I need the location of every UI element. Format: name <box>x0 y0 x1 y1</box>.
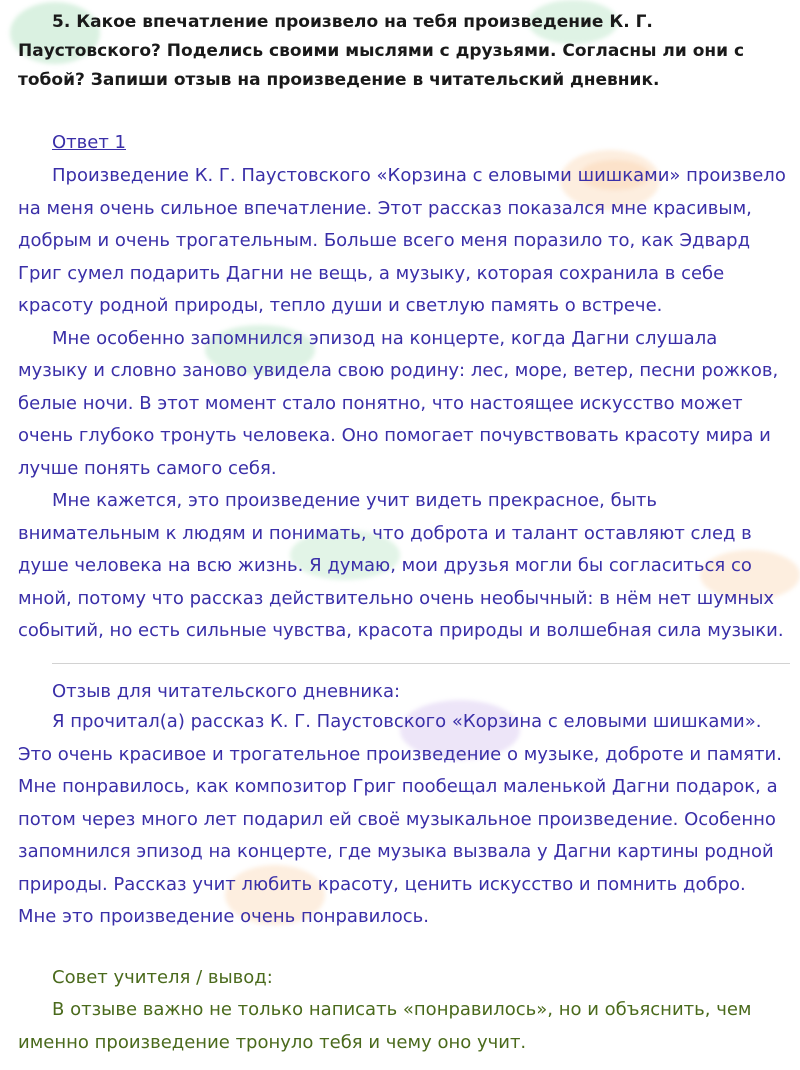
answer-label: Ответ 1 <box>52 132 126 153</box>
answer-body <box>18 160 788 648</box>
advice-label: Совет учителя / вывод: <box>52 967 273 988</box>
divider <box>52 663 790 664</box>
question-block <box>18 8 788 95</box>
question-text: 5. Какое впечатление произвело на тебя произведение К. Г. Паустовского? Поделись своими мыслями с друзьями. Согласны ли они с тобой? Запиши отзыв на произведение в читательский дневник. <box>18 12 745 90</box>
review-body <box>18 706 788 934</box>
answer-paragraph-1: Произведение К. Г. Паустовского «Корзина с еловыми шишками» произвело на меня очень сильное впечатление. Этот рассказ показался мне красивым, добрым и очень трогательным. Больше всего меня поразило то, как Эдвард Григ сумел подарить Дагни не вещь, а музыку, которая сохранила в себе красоту родной природы, тепло души и светлую память о встрече. <box>18 165 786 316</box>
review-label: Отзыв для читательского дневника: <box>52 681 401 702</box>
answer-paragraph-3: Мне кажется, это произведение учит видеть прекрасное, быть внимательным к людям и понимать, что доброта и талант оставляют след в душе человека на всю жизнь. Я думаю, мои друзья могли бы согласиться со мной, потому что рассказ действительно очень необычный: в нём нет шумных событий, но есть сильные чувства, красота природы и волшебная сила музыки. <box>18 490 784 641</box>
review-text: Я прочитал(а) рассказ К. Г. Паустовского «Корзина с еловыми шишками». Это очень красивое и трогательное произведение о музыке, доброте и памяти. Мне понравилось, как композитор Григ пообещал маленькой Дагни подарок, а потом через много лет подарил ей своё музыкальное произведение. Особенно запомнился эпизод на концерте, где музыка вызвала у Дагни картины родной природы. Рассказ учит любить красоту, ценить искусство и помнить добро. Мне это произведение очень понравилось. <box>18 711 782 927</box>
answer-paragraph-2: Мне особенно запомнился эпизод на концерте, когда Дагни слушала музыку и словно заново увидела свою родину: лес, море, ветер, песни рожков, белые ночи. В этот момент стало понятно, что настоящее искусство может очень глубоко тронуть человека. Оно помогает почувствовать красоту мира и лучше понять самого себя. <box>18 327 779 479</box>
advice-body <box>18 994 788 1059</box>
advice-text: В отзыве важно не только написать «понравилось», но и объяснить, чем именно произведение тронуло тебя и чему оно учит. <box>18 999 752 1053</box>
